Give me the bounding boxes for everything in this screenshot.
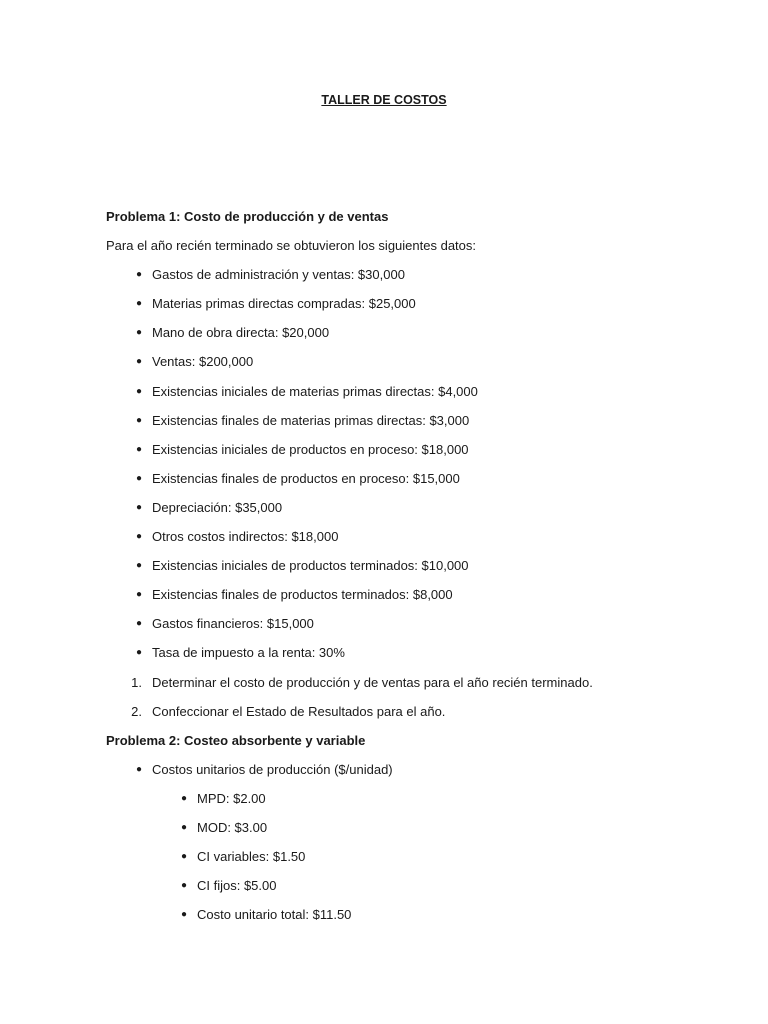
bullet-icon: ● (135, 327, 142, 339)
bullet-icon: ● (135, 269, 142, 281)
sub-list-item (106, 878, 726, 907)
problem-2-heading: Problema 2: Costeo absorbente y variable (106, 732, 366, 748)
bullet-icon: ● (135, 356, 142, 368)
list-item (106, 616, 726, 645)
sub-list-item (106, 791, 726, 820)
list-item (106, 587, 726, 616)
list-item-text: Ventas: $200,000 (152, 354, 254, 370)
sub-list-item-text: Costo unitario total: $11.50 (197, 907, 352, 923)
bullet-icon: ● (135, 647, 142, 659)
list-item-text: Mano de obra directa: $20,000 (152, 325, 330, 341)
list-item (106, 442, 726, 471)
bullet-icon: ● (135, 531, 142, 543)
bullet-icon: ● (135, 560, 142, 572)
item-number: 2. (131, 703, 142, 719)
bullet-icon: ● (135, 472, 142, 484)
numbered-item-text: Determinar el costo de producción y de ventas para el año recién terminado. (152, 674, 593, 690)
bullet-icon: ● (180, 821, 187, 833)
list-item-text: Existencias finales de materias primas directas: $3,000 (152, 412, 470, 428)
list-item-text: Existencias finales de productos terminados: $8,000 (152, 587, 453, 603)
problem-1-heading: Problema 1: Costo de producción y de ventas (106, 209, 389, 224)
list-item (106, 500, 726, 529)
list-item (106, 296, 726, 325)
list-item (106, 471, 726, 500)
list-item (106, 325, 726, 354)
numbered-item-text: Confeccionar el Estado de Resultados para el año. (152, 703, 446, 719)
bullet-icon: ● (135, 443, 142, 455)
bullet-icon: ● (135, 618, 142, 630)
list-item-text: Otros costos indirectos: $18,000 (152, 529, 339, 545)
bullet-icon: ● (180, 909, 187, 921)
bullet-icon: ● (135, 298, 142, 310)
bullet-icon: ● (135, 414, 142, 426)
bullet-icon: ● (135, 385, 142, 397)
numbered-item (106, 704, 726, 733)
list-item-text: Depreciación: $35,000 (152, 499, 283, 515)
sub-list-item (106, 849, 726, 878)
sub-list-item-text: MPD: $2.00 (197, 790, 266, 806)
sub-list-item-text: CI variables: $1.50 (197, 849, 306, 865)
numbered-item (106, 675, 726, 704)
sub-list-item (106, 820, 726, 849)
sub-list-item-text: CI fijos: $5.00 (197, 878, 277, 894)
document-title: TALLER DE COSTOS (321, 93, 447, 107)
list-item (106, 267, 726, 296)
bullet-icon: ● (180, 880, 187, 892)
document-body (106, 209, 726, 936)
list-item-text: Existencias iniciales de productos en proceso: $18,000 (152, 441, 469, 457)
list-item (106, 558, 726, 587)
list-item-text: Existencias iniciales de productos terminados: $10,000 (152, 558, 469, 574)
problem-1-intro: Para el año recién terminado se obtuvieron los siguientes datos: (106, 238, 476, 254)
item-number: 1. (131, 674, 142, 690)
list-item-text: Gastos financieros: $15,000 (152, 616, 314, 632)
bullet-icon: ● (180, 792, 187, 804)
sub-list-item (106, 907, 726, 936)
list-item-text: Costos unitarios de producción ($/unidad) (152, 761, 393, 777)
bullet-icon: ● (180, 851, 187, 863)
list-item (106, 354, 726, 383)
list-item-text: Existencias iniciales de materias primas directas: $4,000 (152, 383, 478, 399)
sub-list-item-text: MOD: $3.00 (197, 819, 268, 835)
list-item (106, 384, 726, 413)
list-item-text: Gastos de administración y ventas: $30,000 (152, 267, 405, 283)
list-item (106, 645, 726, 674)
list-item-text: Tasa de impuesto a la renta: 30% (152, 645, 345, 661)
list-item (106, 762, 726, 791)
bullet-icon: ● (135, 589, 142, 601)
bullet-icon: ● (135, 501, 142, 513)
list-item (106, 529, 726, 558)
list-item-text: Existencias finales de productos en proceso: $15,000 (152, 470, 460, 486)
list-item (106, 413, 726, 442)
bullet-icon: ● (135, 763, 142, 775)
list-item-text: Materias primas directas compradas: $25,000 (152, 296, 416, 312)
